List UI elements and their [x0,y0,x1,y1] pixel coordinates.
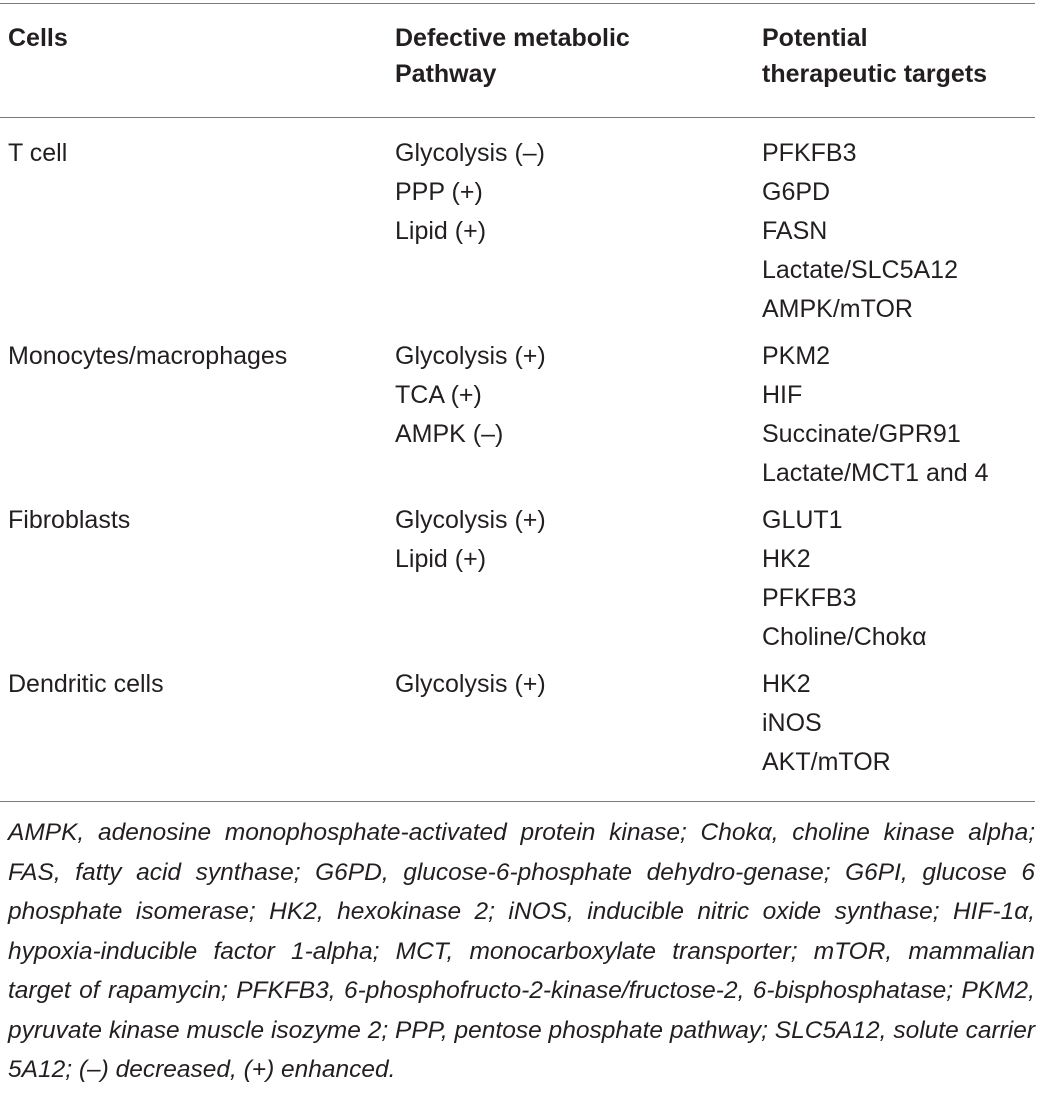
pathway-list [395,117,762,337]
header-text: Defective metabolic [395,24,630,52]
target-item: Lactate/SLC5A12 [762,256,958,284]
table-row [8,337,1038,501]
pathway-item: TCA (+) [395,381,482,409]
target-item: G6PD [762,178,831,206]
target-item: Choline/Chokα [762,623,927,651]
table-row [8,117,1038,337]
header-text: Cells [8,24,68,52]
table-body [8,117,1038,790]
target-list [762,117,1038,337]
target-list [762,665,1038,790]
pathway-item: Glycolysis (+) [395,670,546,698]
pathway-list [395,665,762,790]
header-text: Pathway [395,60,497,88]
target-item: PFKFB3 [762,139,857,167]
table-row [8,501,1038,665]
target-item: PFKFB3 [762,584,857,612]
cell-type [8,501,395,665]
target-list [762,337,1038,501]
cell-type-label: Dendritic cells [8,670,164,698]
cell-type [8,337,395,501]
target-item: AKT/mTOR [762,748,891,776]
header-text: Potential [762,24,868,52]
pathway-item: Glycolysis (+) [395,342,546,370]
column-header-cells [8,20,395,117]
cell-type-label: Fibroblasts [8,506,131,534]
table-bottom-rule [0,801,1035,802]
column-header-pathway [395,20,762,117]
target-item: Lactate/MCT1 and 4 [762,459,989,487]
target-item: HIF [762,381,803,409]
table-row [8,665,1038,790]
cell-type-label: Monocytes/macrophages [8,342,288,370]
cell-type [8,665,395,790]
pathway-item: PPP (+) [395,178,483,206]
target-item: iNOS [762,709,822,737]
target-list [762,501,1038,665]
target-item: Succinate/GPR91 [762,420,961,448]
pathway-item: Glycolysis (–) [395,139,546,167]
header-text: therapeutic targets [762,60,988,88]
target-item: HK2 [762,545,811,573]
table-top-rule [0,3,1035,4]
column-header-targets [762,20,1038,117]
pathway-list [395,337,762,501]
pathway-item: Lipid (+) [395,217,487,245]
cell-type [8,117,395,337]
pathway-item: AMPK (–) [395,420,504,448]
metabolic-targets-table [8,20,1038,790]
table-footnote: AMPK, adenosine monophosphate-activated protein kinase; Chokα, choline kinase alpha; FAS, fatty acid synthase; G6PD, glucose-6-phosphate dehydro-genase; G6PI, glucose 6 phosphate isomerase; HK2, hexokinase 2; iNOS, inducible nitric oxide synthase; HIF-1α, hypoxia-inducible factor 1-alpha; MCT, monocarboxylate transporter; mTOR, mammalian target of rapamycin; PFKFB3, 6-phosphofructo-2-kinase/fructose-2, 6-bisphosphatase; PKM2, pyruvate kinase muscle isozyme 2; PPP, pentose phosphate pathway; SLC5A12, solute carrier 5A12; (–) decreased, (+) enhanced. [8,819,1035,1083]
cell-type-label: T cell [8,139,68,167]
pathway-item: Glycolysis (+) [395,506,546,534]
target-item: GLUT1 [762,506,843,534]
target-item: FASN [762,217,828,245]
pathway-list [395,501,762,665]
table-header-row [8,20,1038,117]
target-item: HK2 [762,670,811,698]
pathway-item: Lipid (+) [395,545,487,573]
target-item: PKM2 [762,342,831,370]
target-item: AMPK/mTOR [762,295,913,323]
